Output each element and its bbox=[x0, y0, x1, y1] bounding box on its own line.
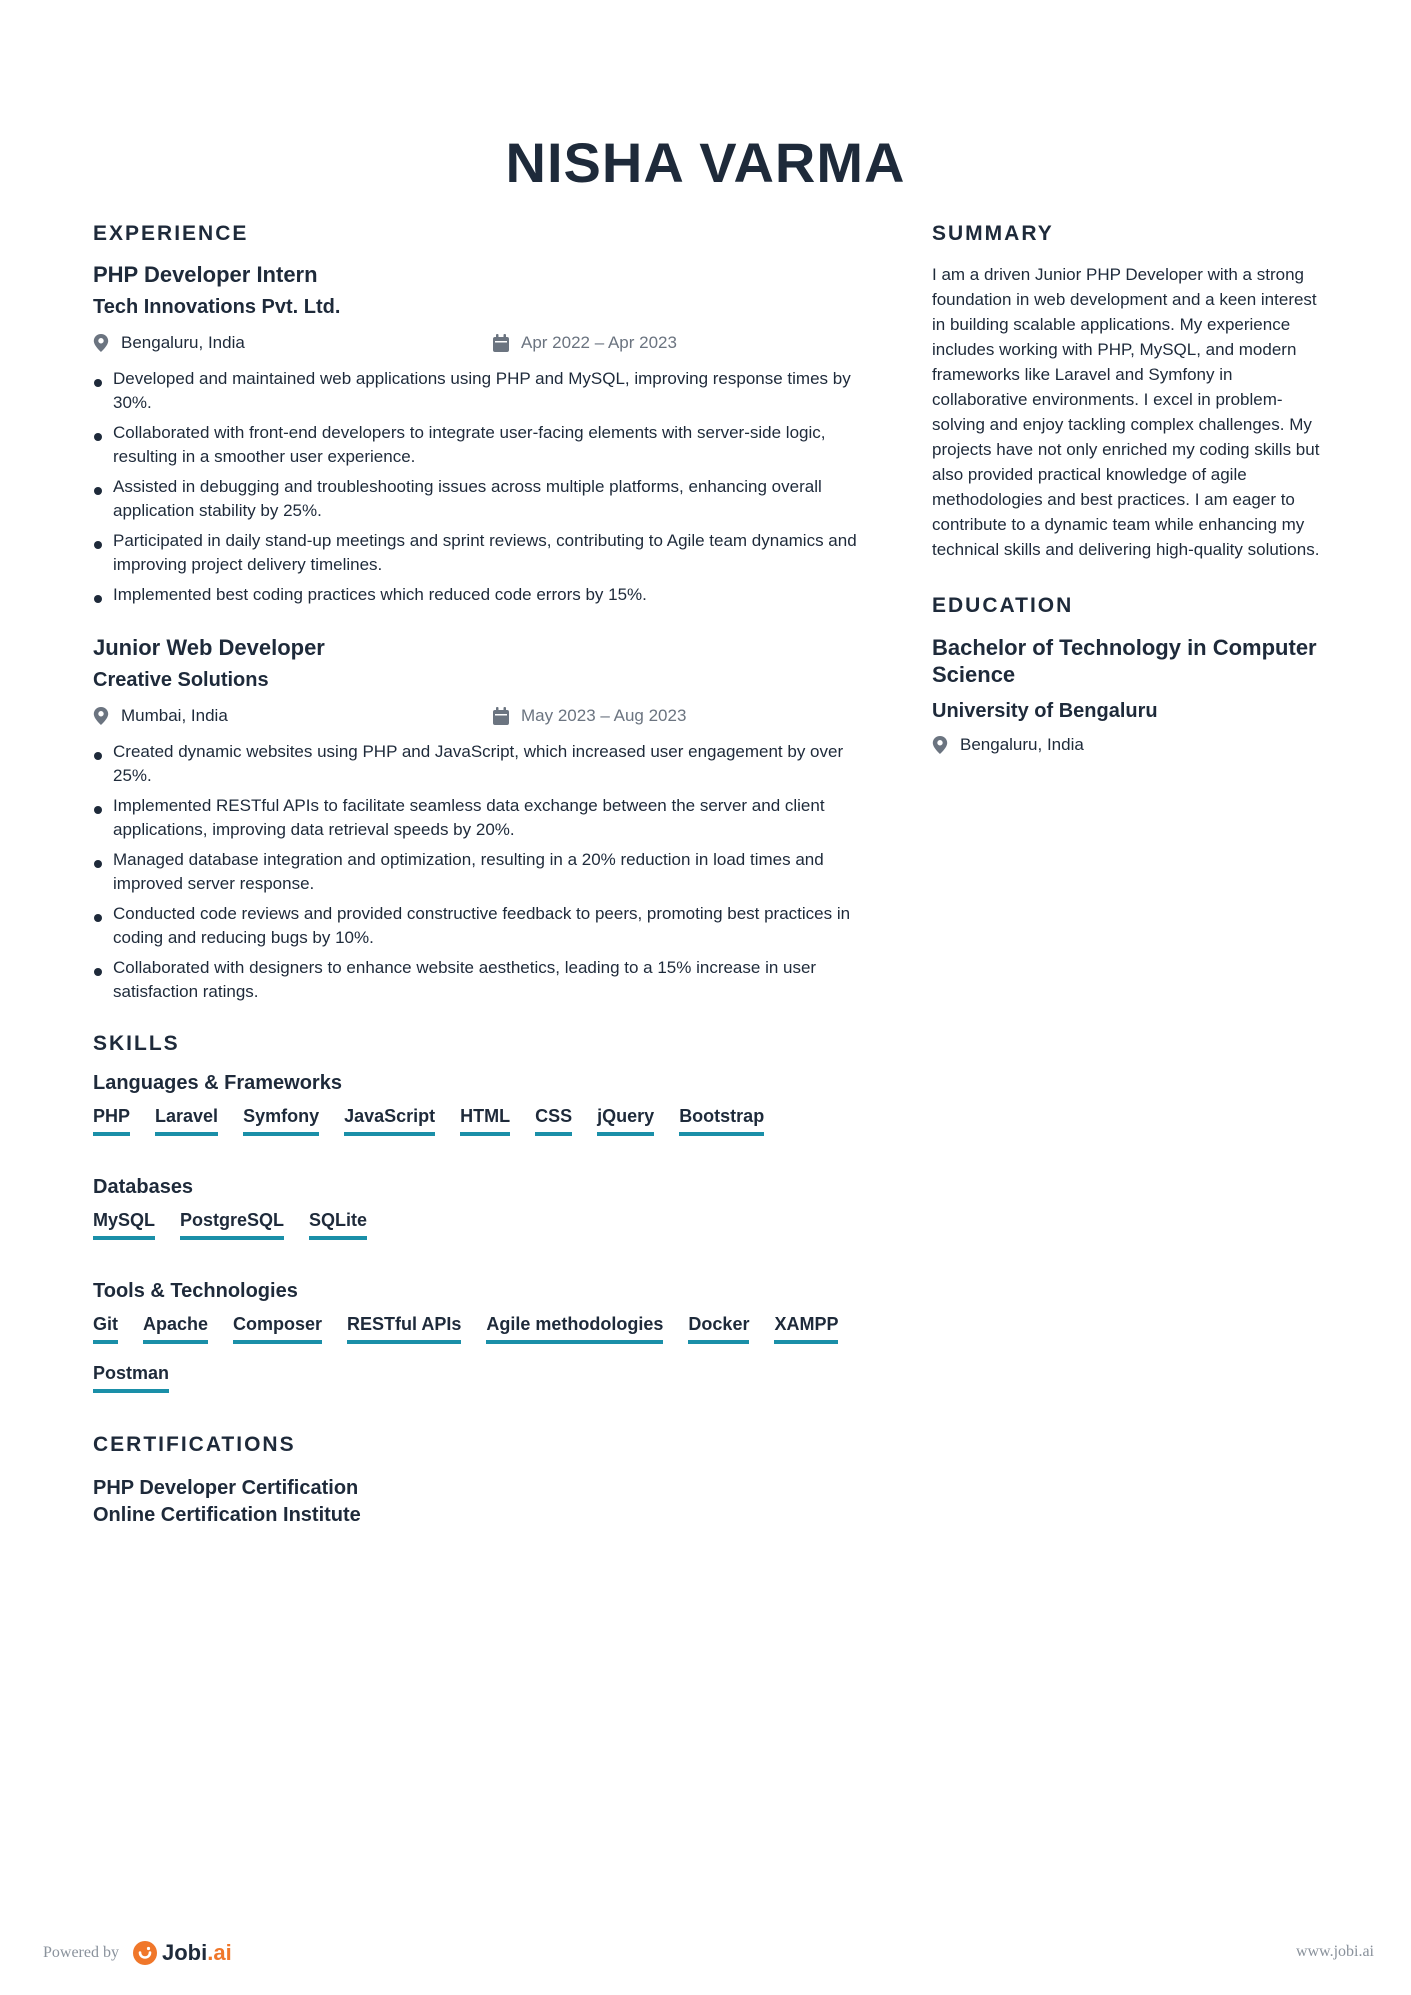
skill-tag: PostgreSQL bbox=[180, 1209, 284, 1240]
job-bullet: Implemented best coding practices which reduced code errors by 15%. bbox=[93, 583, 873, 607]
job-list bbox=[93, 262, 873, 1004]
summary-heading: SUMMARY bbox=[932, 222, 1054, 245]
skill-tag: Agile methodologies bbox=[486, 1313, 663, 1344]
skill-tag: HTML bbox=[460, 1105, 510, 1136]
skill-tag: jQuery bbox=[597, 1105, 654, 1136]
calendar-icon bbox=[493, 707, 509, 725]
job-title: Junior Web Developer bbox=[93, 635, 325, 660]
job-meta bbox=[93, 706, 873, 732]
job-dates bbox=[493, 333, 677, 353]
job-bullet: Participated in daily stand-up meetings and sprint reviews, contributing to Agile team dynamics and improving project delivery timelines. bbox=[93, 529, 873, 577]
certifications-section bbox=[93, 1433, 873, 1527]
jobi-logo-icon bbox=[133, 1941, 157, 1965]
job-bullet: Conducted code reviews and provided constructive feedback to peers, promoting best practices in coding and reducing bugs by 10%. bbox=[93, 902, 873, 950]
job-bullets bbox=[93, 367, 873, 607]
skill-tag: Laravel bbox=[155, 1105, 218, 1136]
skill-list bbox=[93, 1209, 873, 1258]
candidate-name: NISHA VARMA bbox=[505, 131, 906, 194]
footer-powered-by bbox=[43, 1940, 232, 1966]
skill-group bbox=[93, 1280, 873, 1411]
map-pin-icon bbox=[932, 736, 948, 754]
skills-heading: SKILLS bbox=[93, 1032, 180, 1055]
summary-text: I am a driven Junior PHP Developer with a strong foundation in web development and a keen interest in building scalable applications. My experience includes working with PHP, MySQL, and modern frameworks like Laravel and Symfony in collaborative environments. I excel in problem-solving and enjoy tackling complex challenges. My projects have not only enriched my coding skills but also provided practical knowledge of agile methodologies and best practices. I am eager to contribute to a dynamic team while enhancing my technical skills and delivering high-quality solutions. bbox=[932, 265, 1320, 559]
skill-tag: CSS bbox=[535, 1105, 572, 1136]
brand-main: Jobi bbox=[161, 1940, 208, 1965]
skills-section bbox=[93, 1032, 873, 1411]
skill-tag: Docker bbox=[688, 1313, 749, 1344]
job-bullet: Collaborated with front-end developers to integrate user-facing elements with server-side logic, resulting in a smoother user experience. bbox=[93, 421, 873, 469]
job-bullet: Implemented RESTful APIs to facilitate seamless data exchange between the server and client applications, improving data retrieval speeds by 20%. bbox=[93, 794, 873, 842]
skill-group-title: Tools & Technologies bbox=[93, 1280, 298, 1302]
skill-tag: Composer bbox=[233, 1313, 322, 1344]
certification-issuer: Online Certification Institute bbox=[93, 1504, 361, 1526]
skill-group bbox=[93, 1072, 873, 1154]
job-dates-text: May 2023 – Aug 2023 bbox=[521, 706, 687, 725]
left-column bbox=[93, 222, 873, 1531]
skill-tag: PHP bbox=[93, 1105, 130, 1136]
job-bullet: Managed database integration and optimization, resulting in a 20% reduction in load times and improved server response. bbox=[93, 848, 873, 896]
powered-by-text: Powered by bbox=[43, 1944, 119, 1961]
skill-tag: XAMPP bbox=[774, 1313, 838, 1344]
education-heading: EDUCATION bbox=[932, 594, 1074, 617]
skill-group-title: Languages & Frameworks bbox=[93, 1072, 342, 1094]
job-bullet: Assisted in debugging and troubleshooting issues across multiple platforms, enhancing overall application stability by 25%. bbox=[93, 475, 873, 523]
education-location bbox=[932, 735, 1332, 755]
job-location-text: Mumbai, India bbox=[121, 706, 228, 725]
education-degree: Bachelor of Technology in Computer Science bbox=[932, 635, 1317, 687]
education-location-text: Bengaluru, India bbox=[960, 735, 1084, 754]
job-location-text: Bengaluru, India bbox=[121, 333, 245, 352]
job-meta bbox=[93, 333, 873, 359]
skill-tag: SQLite bbox=[309, 1209, 367, 1240]
map-pin-icon bbox=[93, 334, 109, 352]
skill-tag: JavaScript bbox=[344, 1105, 435, 1136]
job-bullets bbox=[93, 740, 873, 1004]
skill-tag: Git bbox=[93, 1313, 118, 1344]
job-company: Creative Solutions bbox=[93, 669, 269, 691]
job-bullet: Collaborated with designers to enhance website aesthetics, leading to a 15% increase in user satisfaction ratings. bbox=[93, 956, 873, 1004]
education-school: University of Bengaluru bbox=[932, 700, 1158, 722]
job-company: Tech Innovations Pvt. Ltd. bbox=[93, 296, 341, 318]
summary-section bbox=[932, 222, 1332, 562]
skill-tag: RESTful APIs bbox=[347, 1313, 461, 1344]
skill-tag: Bootstrap bbox=[679, 1105, 764, 1136]
job-entry bbox=[93, 262, 873, 607]
skill-tag: Symfony bbox=[243, 1105, 319, 1136]
brand-logo[interactable] bbox=[133, 1940, 232, 1966]
skill-group bbox=[93, 1176, 873, 1258]
certification-name: PHP Developer Certification bbox=[93, 1477, 359, 1499]
experience-heading: EXPERIENCE bbox=[93, 222, 249, 245]
job-entry bbox=[93, 635, 873, 1004]
skill-tag: Apache bbox=[143, 1313, 208, 1344]
skill-groups bbox=[93, 1072, 873, 1411]
skill-tag: Postman bbox=[93, 1362, 169, 1393]
brand-name bbox=[162, 1940, 232, 1966]
job-dates bbox=[493, 706, 686, 726]
job-bullet: Developed and maintained web applications using PHP and MySQL, improving response times by 30%. bbox=[93, 367, 873, 415]
job-dates-text: Apr 2022 – Apr 2023 bbox=[521, 333, 677, 352]
map-pin-icon bbox=[93, 707, 109, 725]
job-bullet: Created dynamic websites using PHP and JavaScript, which increased user engagement by over 25%. bbox=[93, 740, 873, 788]
brand-ai: .ai bbox=[207, 1940, 232, 1965]
skill-list bbox=[93, 1105, 873, 1154]
job-location bbox=[93, 706, 228, 726]
skill-group-title: Databases bbox=[93, 1176, 194, 1198]
calendar-icon bbox=[493, 334, 509, 352]
footer-url[interactable]: www.jobi.ai bbox=[1295, 1943, 1374, 1960]
experience-section bbox=[93, 222, 873, 1004]
education-section bbox=[932, 594, 1332, 755]
job-location bbox=[93, 333, 245, 353]
skill-list bbox=[93, 1313, 873, 1411]
certifications-heading: CERTIFICATIONS bbox=[93, 1433, 296, 1456]
skill-tag: MySQL bbox=[93, 1209, 155, 1240]
job-title: PHP Developer Intern bbox=[93, 262, 318, 287]
right-column bbox=[932, 222, 1332, 755]
